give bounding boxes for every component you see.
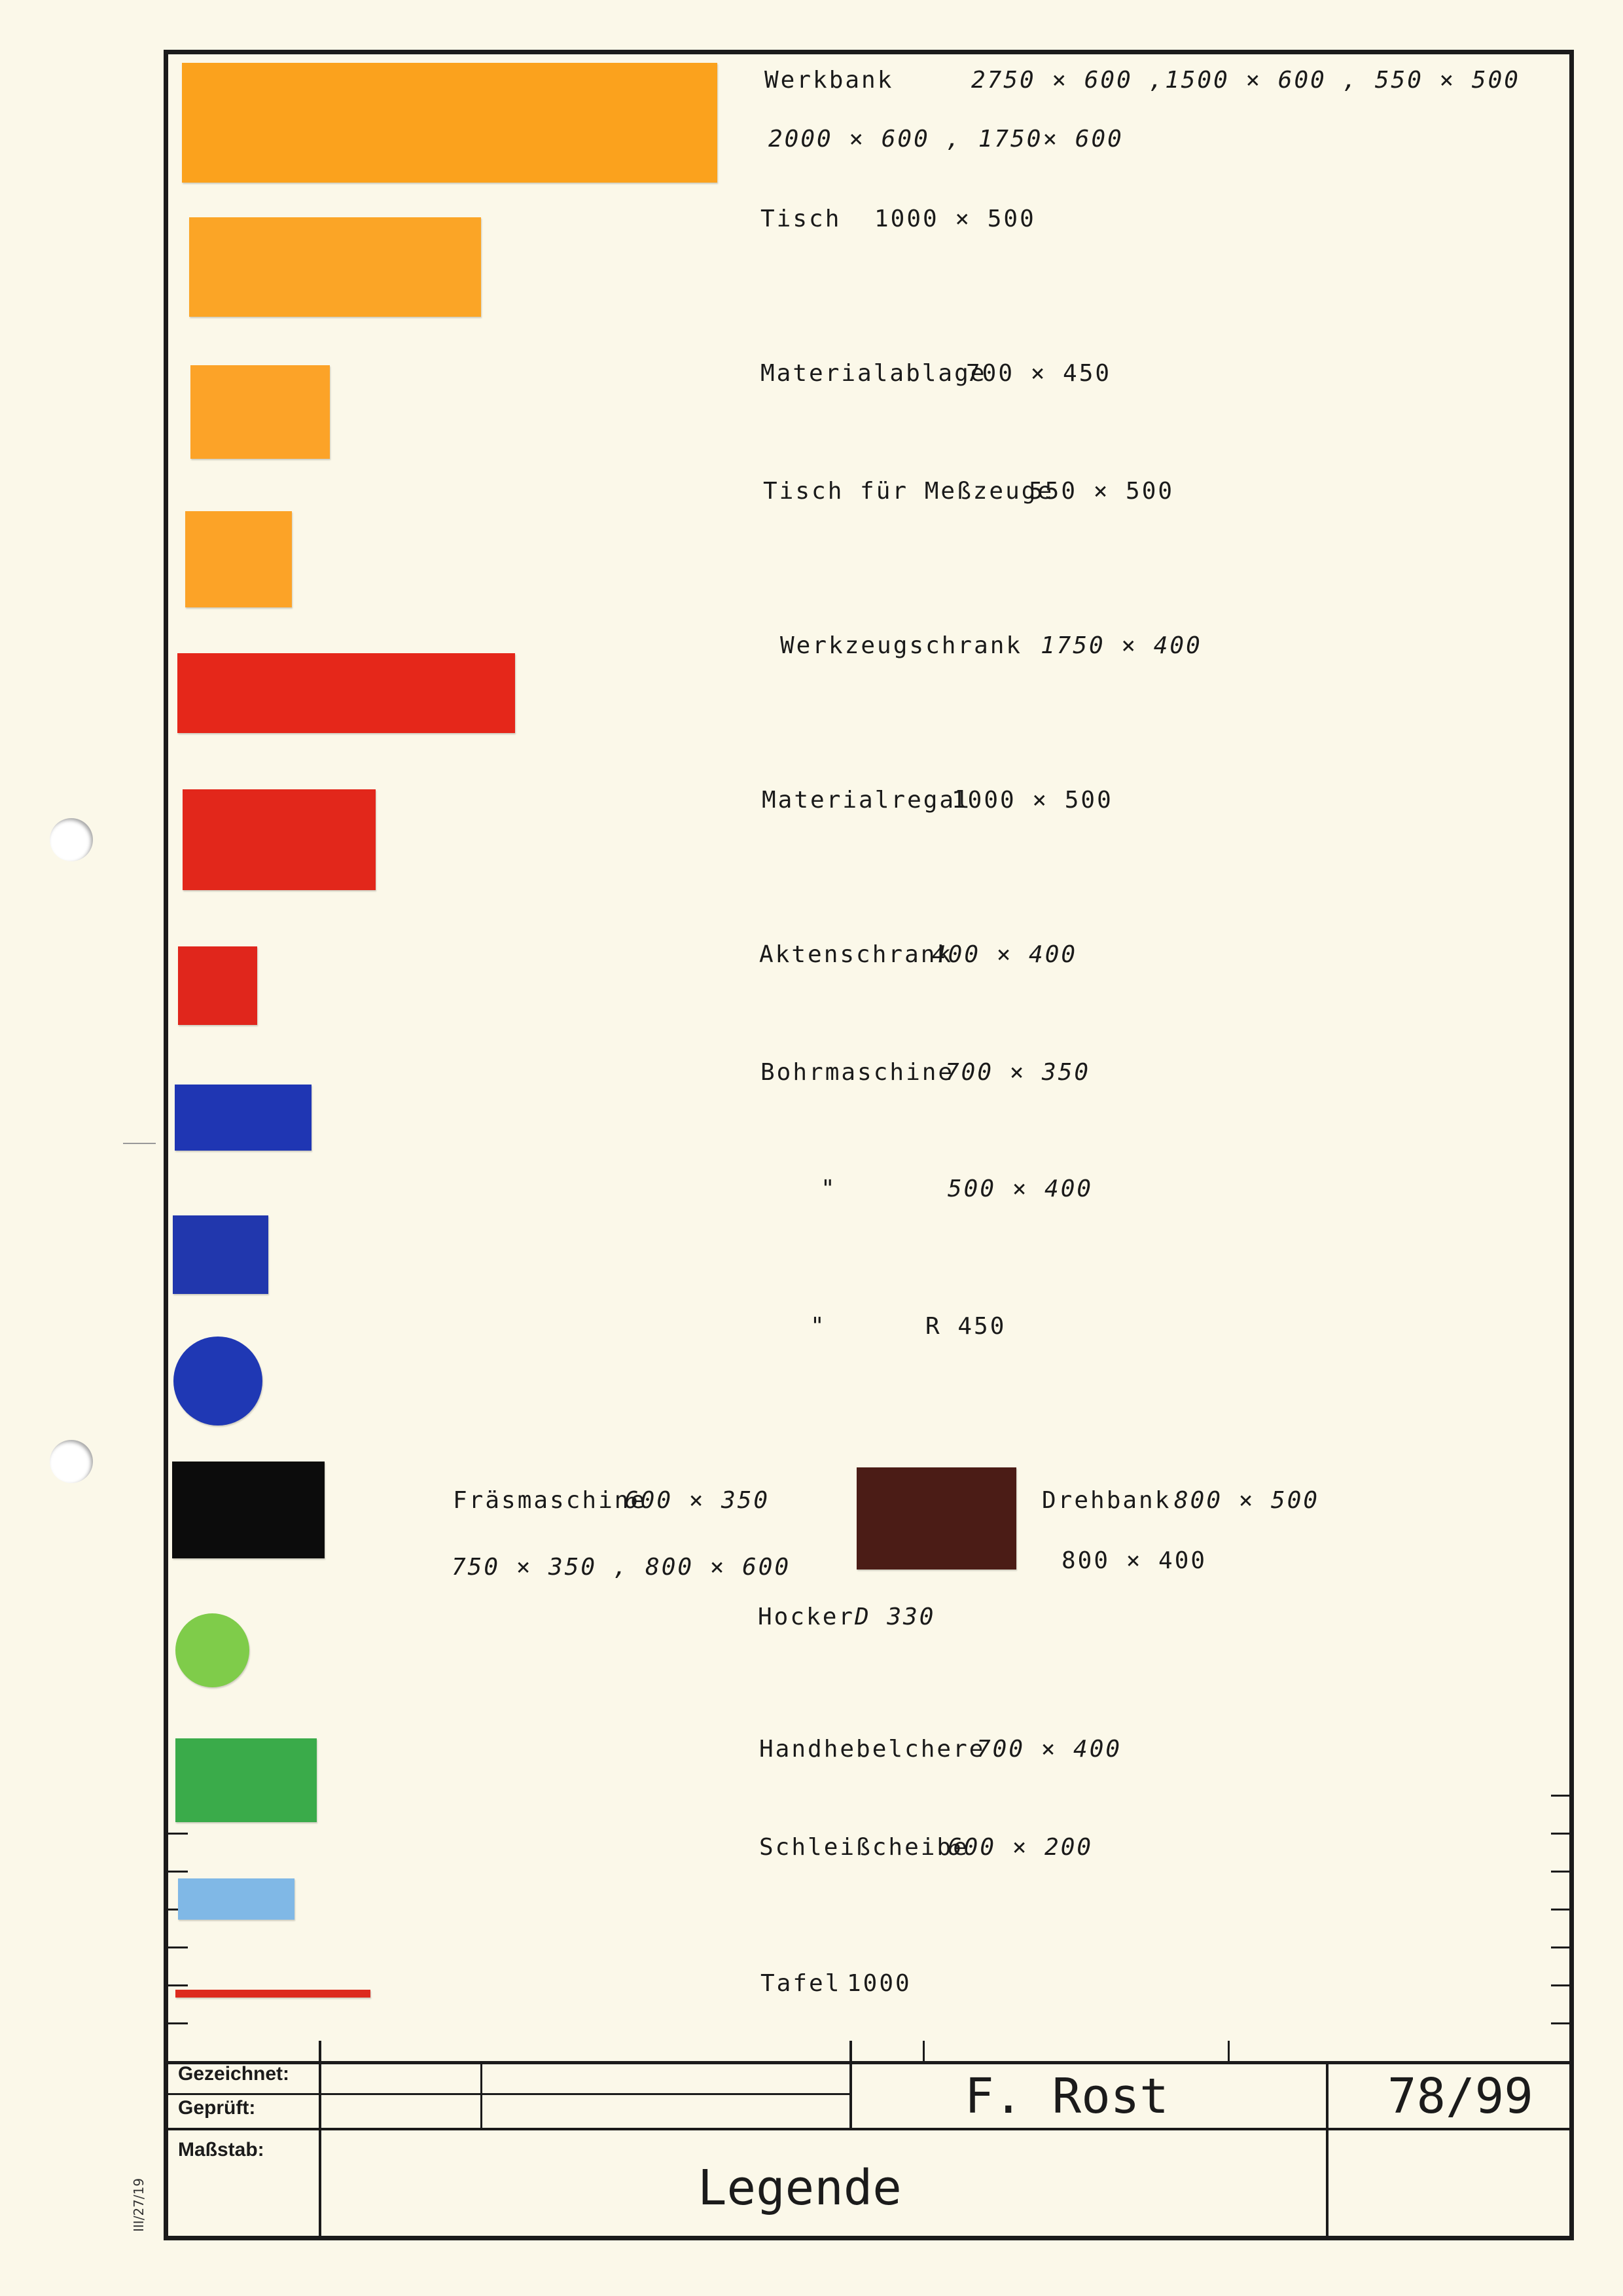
author-name: F. Rost	[965, 2068, 1169, 2125]
tisch-messzeuge-swatch	[185, 511, 292, 607]
fraesmaschine-dims: 600 × 350	[624, 1487, 770, 1514]
title-block-divider	[1326, 2063, 1329, 2240]
scale-tick	[1551, 1795, 1571, 1797]
werkbank-swatch	[182, 63, 717, 183]
schleifscheibe-swatch	[178, 1878, 294, 1920]
gezeichnet-label: Gezeichnet:	[178, 2063, 290, 2085]
scale-tick	[168, 1833, 188, 1835]
punch-hole-bottom	[50, 1440, 93, 1483]
drehbank-label: Drehbank	[1042, 1487, 1171, 1514]
hocker-swatch	[175, 1613, 249, 1687]
materialregal-dims: 1000 × 500	[952, 787, 1113, 814]
bohrmaschine-label: Bohrmaschine	[760, 1059, 955, 1086]
scale-tick	[1551, 1909, 1571, 1910]
werkzeugschrank-swatch	[177, 653, 515, 733]
scale-tick	[168, 2022, 188, 2024]
scale-tick	[1551, 1946, 1571, 1948]
materialregal-swatch	[183, 789, 376, 890]
tisch-swatch	[189, 217, 481, 317]
tisch-messzeuge-label: Tisch für Meßzeuge	[763, 478, 1054, 505]
scale-tick	[168, 1984, 188, 1986]
aktenschrank-dims: 400 × 400	[932, 941, 1078, 968]
tafel-dims: 1000	[847, 1970, 912, 1997]
title-block-divider	[319, 2041, 321, 2240]
handhebelschere-dims: 700 × 400	[976, 1736, 1122, 1763]
tafel-label: Tafel	[760, 1970, 842, 1997]
scale-tick	[1551, 2022, 1571, 2024]
handhebelschere-label: Handhebelchere	[759, 1736, 986, 1763]
bohrmaschine3-dims: R 450	[925, 1313, 1007, 1340]
drehbank-dims: 800 × 500	[1174, 1487, 1320, 1514]
bohrmaschine2-ditto: "	[821, 1175, 837, 1202]
fold-mark	[123, 1143, 156, 1144]
title-block-divider	[480, 2063, 482, 2128]
drehbank-swatch	[857, 1467, 1016, 1570]
hocker-dims: D 330	[855, 1604, 936, 1630]
title-block-tick	[1228, 2041, 1230, 2063]
tafel-swatch	[175, 1990, 370, 1998]
schleifscheibe-label: Schleißcheibe	[759, 1834, 969, 1861]
aktenschrank-label: Aktenschrank	[759, 941, 954, 968]
tisch-dims: 1000 × 500	[874, 206, 1036, 232]
materialablage-dims: 700 × 450	[966, 360, 1112, 387]
drehbank-dims-2: 800 × 400	[1061, 1547, 1207, 1574]
title-block-sub-line	[166, 2093, 851, 2095]
fraesmaschine-swatch	[172, 1462, 325, 1558]
form-code: III/27/19	[131, 2178, 147, 2232]
bohrmaschine-swatch	[175, 1085, 312, 1151]
geprueft-label: Geprüft:	[178, 2097, 256, 2119]
materialablage-swatch	[190, 365, 330, 459]
werkbank-label: Werkbank	[764, 67, 894, 94]
bohrmaschine-dims: 700 × 350	[945, 1059, 1091, 1086]
drawing-title: Legende	[698, 2160, 902, 2216]
scale-tick	[1551, 1984, 1571, 1986]
werkbank-dims: 2750 × 600 ,1500 × 600 , 550 × 500	[971, 67, 1520, 94]
massstab-label: Maßstab:	[178, 2139, 264, 2161]
aktenschrank-swatch	[178, 946, 257, 1025]
werkzeugschrank-label: Werkzeugschrank	[780, 632, 1023, 659]
bohrmaschine3-swatch	[173, 1336, 262, 1426]
materialregal-label: Materialregal	[762, 787, 972, 814]
punch-hole-top	[50, 818, 93, 861]
bohrmaschine2-swatch	[173, 1215, 268, 1294]
fraesmaschine-label: Fräsmaschine	[453, 1487, 647, 1514]
title-block-tick	[923, 2041, 925, 2063]
scale-tick	[1551, 1871, 1571, 1873]
tisch-messzeuge-dims: 550 × 500	[1029, 478, 1175, 505]
bohrmaschine3-ditto: "	[810, 1313, 827, 1340]
tisch-label: Tisch	[760, 206, 842, 232]
scale-tick	[1551, 1833, 1571, 1835]
bohrmaschine2-dims: 500 × 400	[948, 1175, 1094, 1202]
hocker-label: Hocker	[758, 1604, 855, 1630]
fraesmaschine-dims-2: 750 × 350 , 800 × 600	[452, 1554, 791, 1581]
title-block-divider	[849, 2041, 852, 2128]
werkbank-dims-2: 2000 × 600 , 1750× 600	[768, 126, 1124, 152]
scale-tick	[168, 1871, 188, 1873]
werkzeugschrank-dims: 1750 × 400	[1041, 632, 1202, 659]
title-block-mid-line	[166, 2128, 1572, 2130]
scale-tick	[168, 1946, 188, 1948]
handhebelschere-swatch	[175, 1738, 317, 1822]
materialablage-label: Materialablage	[760, 360, 987, 387]
drawing-number: 78/99	[1387, 2068, 1533, 2125]
schleifscheibe-dims: 600 × 200	[948, 1834, 1094, 1861]
title-block-top-line	[166, 2061, 1572, 2064]
